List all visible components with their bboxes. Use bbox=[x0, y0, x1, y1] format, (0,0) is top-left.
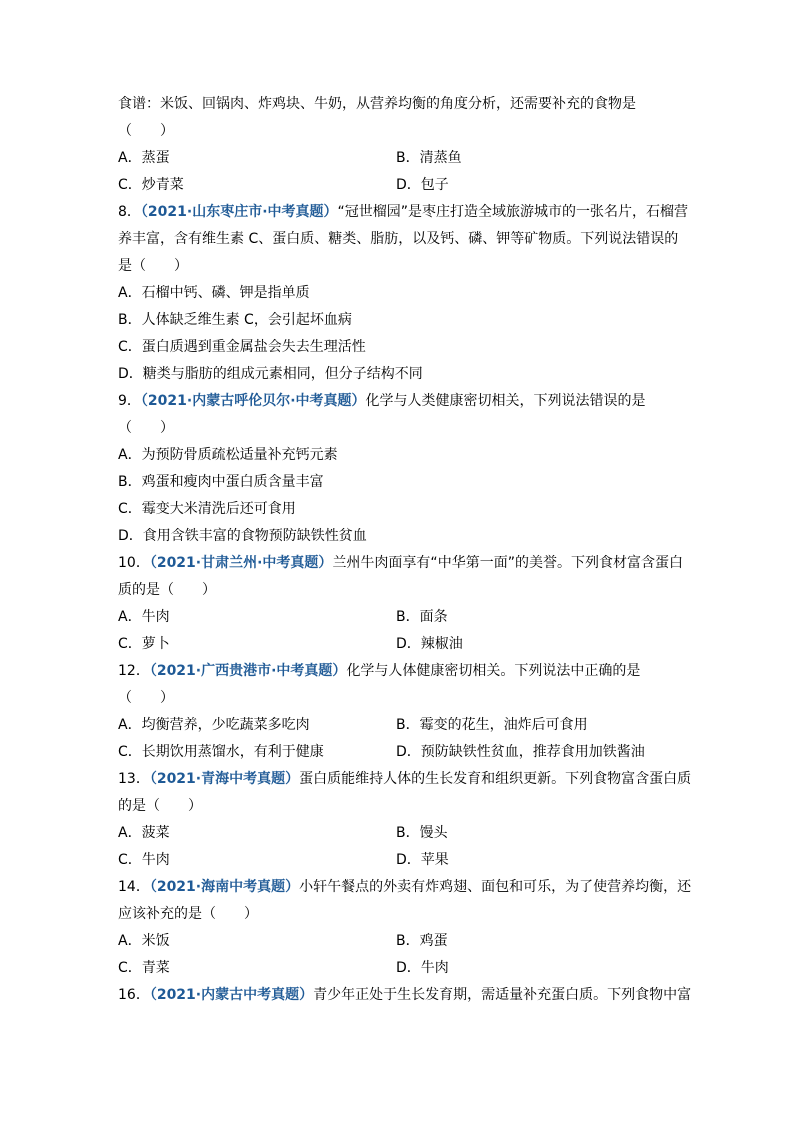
option-d: D．苹果 bbox=[396, 852, 449, 868]
question-stem: 应该补充的是（ ） bbox=[118, 906, 258, 922]
question-stem: 质的是（ ） bbox=[118, 582, 216, 598]
option-d: D．食用含铁丰富的食物预防缺铁性贫血 bbox=[118, 528, 367, 544]
options-row bbox=[118, 820, 678, 847]
question-stem: 化学与人体健康密切相关。下列说法中正确的是 bbox=[346, 663, 641, 679]
option-c: C．青菜 bbox=[118, 960, 170, 976]
question-source: （2021·甘肃兰州·中考真题） bbox=[149, 555, 333, 571]
question-source: （2021·内蒙古中考真题） bbox=[149, 987, 314, 1003]
question-stem: 是（ ） bbox=[118, 258, 188, 274]
option-d: D．糖类与脂肪的组成元素相同，但分子结构不同 bbox=[118, 366, 423, 382]
option-b: B．馒头 bbox=[396, 825, 448, 841]
question-stem: 化学与人类健康密切相关，下列说法错误的是 bbox=[365, 393, 646, 409]
question-source: （2021·海南中考真题） bbox=[149, 879, 300, 895]
options-row bbox=[118, 172, 678, 199]
question-stem: 养丰富，含有维生素 C、蛋白质、糖类、脂肪，以及钙、磷、钾等矿物质。下列说法错误的 bbox=[118, 231, 679, 247]
options-row bbox=[118, 928, 678, 955]
question-number: 16． bbox=[118, 987, 150, 1003]
question-10 bbox=[118, 550, 683, 658]
option-c: C．霉变大米清洗后还可食用 bbox=[118, 501, 296, 517]
answer-blank: （ ） bbox=[118, 420, 174, 436]
question-stem: 兰州牛肉面享有“中华第一面”的美誉。下列食材富含蛋白 bbox=[332, 555, 683, 571]
question-source: （2021·广西贵港市·中考真题） bbox=[149, 663, 347, 679]
option-d: D．预防缺铁性贫血，推荐食用加铁酱油 bbox=[396, 744, 645, 760]
option-b: B．人体缺乏维生素 C，会引起坏血病 bbox=[118, 312, 352, 328]
options-row bbox=[118, 631, 678, 658]
option-d: D．牛肉 bbox=[396, 960, 449, 976]
option-b: B．清蒸鱼 bbox=[396, 150, 462, 166]
options-row bbox=[118, 604, 678, 631]
question-source: （2021·山东枣庄市·中考真题） bbox=[140, 204, 338, 220]
question-12 bbox=[118, 658, 678, 766]
question-stem: “冠世榴园”是枣庄打造全域旅游城市的一张名片，石榴营 bbox=[337, 204, 689, 220]
answer-blank: （ ） bbox=[118, 690, 174, 706]
option-c: C．炒青菜 bbox=[118, 177, 184, 193]
options-row bbox=[118, 739, 678, 766]
options-row bbox=[118, 847, 678, 874]
options-row bbox=[118, 955, 678, 982]
option-c: C．长期饮用蒸馏水，有利于健康 bbox=[118, 744, 324, 760]
question-number: 8． bbox=[118, 204, 141, 220]
option-b: B．霉变的花生，油炸后可食用 bbox=[396, 717, 588, 733]
option-a: A．石榴中钙、磷、钾是指单质 bbox=[118, 285, 310, 301]
option-c: C．蛋白质遇到重金属盐会失去生理活性 bbox=[118, 339, 366, 355]
option-a: A．菠菜 bbox=[118, 825, 170, 841]
option-d: D．辣椒油 bbox=[396, 636, 463, 652]
question-number: 14． bbox=[118, 879, 150, 895]
option-c: C．萝卜 bbox=[118, 636, 170, 652]
question-stem: 食谱：米饭、回锅肉、炸鸡块、牛奶，从营养均衡的角度分析，还需要补充的食物是 bbox=[118, 96, 636, 112]
option-a: A．蒸蛋 bbox=[118, 150, 170, 166]
question-9 bbox=[118, 388, 678, 550]
option-a: A．牛肉 bbox=[118, 609, 170, 625]
options-row bbox=[118, 145, 678, 172]
question-14 bbox=[118, 874, 692, 982]
question-stem: 青少年正处于生长发育期，需适量补充蛋白质。下列食物中富 bbox=[313, 987, 692, 1003]
option-c: C．牛肉 bbox=[118, 852, 170, 868]
option-b: B．面条 bbox=[396, 609, 448, 625]
option-a: A．为预防骨质疏松适量补充钙元素 bbox=[118, 447, 338, 463]
question-source: （2021·内蒙古呼伦贝尔·中考真题） bbox=[140, 393, 366, 409]
option-a: A．均衡营养，少吃蔬菜多吃肉 bbox=[118, 717, 310, 733]
option-d: D．包子 bbox=[396, 177, 449, 193]
question-stem: 小轩午餐点的外卖有炸鸡翅、面包和可乐，为了使营养均衡，还 bbox=[299, 879, 692, 895]
question-7 bbox=[118, 91, 678, 199]
question-stem: 蛋白质能维持人体的生长发育和组织更新。下列食物富含蛋白质 bbox=[299, 771, 692, 787]
option-b: B．鸡蛋 bbox=[396, 933, 448, 949]
question-number: 9． bbox=[118, 393, 141, 409]
question-number: 13． bbox=[118, 771, 150, 787]
question-13 bbox=[118, 766, 692, 874]
question-source: （2021·青海中考真题） bbox=[149, 771, 300, 787]
document-page bbox=[118, 91, 692, 1009]
question-number: 10． bbox=[118, 555, 150, 571]
question-stem: 的是（ ） bbox=[118, 798, 202, 814]
option-a: A．米饭 bbox=[118, 933, 170, 949]
question-8 bbox=[118, 199, 689, 388]
question-16 bbox=[118, 982, 692, 1009]
option-b: B．鸡蛋和瘦肉中蛋白质含量丰富 bbox=[118, 474, 324, 490]
options-row bbox=[118, 712, 678, 739]
answer-blank: （ ） bbox=[118, 123, 174, 139]
question-number: 12． bbox=[118, 663, 150, 679]
